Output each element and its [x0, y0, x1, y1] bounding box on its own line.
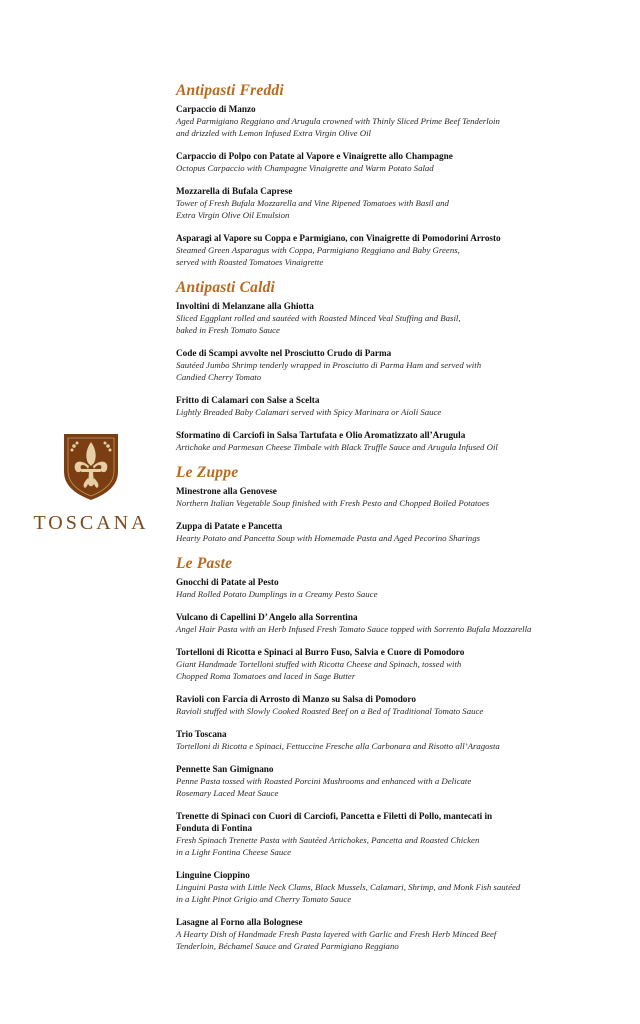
menu-item [176, 185, 616, 221]
item-name: Lasagne al Forno alla Bolognese [176, 917, 303, 927]
item-name: Linguine Cioppino [176, 870, 250, 880]
item-description: Lightly Breaded Baby Calamari served with Spicy Marinara or Aioli Sauce [176, 407, 442, 417]
item-name: Sformatino di Carciofi in Salsa Tartufata e Olio Aromatizzato all’Arugula [176, 430, 466, 440]
menu-item [176, 576, 616, 600]
section-title: Antipasti Caldi [176, 279, 276, 296]
menu-item [176, 347, 616, 383]
item-description: Steamed Green Asparagus with Coppa, Parmigiano Reggiano and Baby Greens, served with Roasted Tomatoes Vinaigrette [176, 245, 460, 267]
item-description: Octopus Carpaccio with Champagne Vinaigrette and Warm Potato Salad [176, 163, 434, 173]
item-name: Mozzarella di Bufala Caprese [176, 186, 293, 196]
menu-item [176, 394, 616, 418]
brand-name: TOSCANA [33, 512, 149, 534]
item-description: Angel Hair Pasta with an Herb Infused Fresh Tomato Sauce topped with Sorrento Bufala Mozzarella [176, 624, 532, 634]
item-name: Code di Scampi avvolte nel Prosciutto Crudo di Parma [176, 348, 392, 358]
item-name: Vulcano di Capellini D’ Angelo alla Sorrentina [176, 612, 358, 622]
item-description: Linguini Pasta with Little Neck Clams, Black Mussels, Calamari, Shrimp, and Monk Fish sautéed in a Light Pinot Grigio and Cherry Tomato Sauce [176, 882, 521, 904]
item-description: Aged Parmigiano Reggiano and Arugula crowned with Thinly Sliced Prime Beef Tenderloin and drizzled with Lemon Infused Extra Virgin Olive Oil [176, 116, 500, 138]
item-name: Asparagi al Vapore su Coppa e Parmigiano, con Vinaigrette di Pomodorini Arrosto [176, 233, 501, 243]
item-name: Trio Toscana [176, 729, 227, 739]
item-description: Ravioli stuffed with Slowly Cooked Roasted Beef on a Bed of Traditional Tomato Sauce [176, 706, 484, 716]
menu-section [176, 464, 616, 544]
item-name: Ravioli con Farcia di Arrosto di Manzo su Salsa di Pomodoro [176, 694, 416, 704]
item-name: Pennette San Gimignano [176, 764, 274, 774]
item-description: Northern Italian Vegetable Soup finished with Fresh Pesto and Chopped Boiled Potatoes [176, 498, 490, 508]
menu-item [176, 485, 616, 509]
item-description: Hearty Potato and Pancetta Soup with Homemade Pasta and Aged Pecorino Sharings [176, 533, 481, 543]
section-title: Antipasti Freddi [176, 82, 284, 99]
item-description: Giant Handmade Tortelloni stuffed with Ricotta Cheese and Spinach, tossed with Chopped Roma Tomatoes and laced in Sage Butter [176, 659, 462, 681]
item-name: Carpaccio di Polpo con Patate al Vapore e Vinaigrette allo Champagne [176, 151, 453, 161]
menu-item [176, 916, 616, 952]
menu [176, 82, 616, 963]
menu-section [176, 82, 616, 268]
menu-item [176, 520, 616, 544]
menu-item [176, 646, 616, 682]
menu-item [176, 150, 616, 174]
item-description: Tower of Fresh Bufala Mozzarella and Vine Ripened Tomatoes with Basil and Extra Virgin Olive Oil Emulsion [176, 198, 449, 220]
menu-item [176, 611, 616, 635]
item-description: Hand Rolled Potato Dumplings in a Creamy Pesto Sauce [176, 589, 378, 599]
menu-item [176, 869, 616, 905]
menu-item [176, 429, 616, 453]
item-name: Involtini di Melanzane alla Ghiotta [176, 301, 314, 311]
item-description: Tortelloni di Ricotta e Spinaci, Fettuccine Fresche alla Carbonara and Risotto all’Aragosta [176, 741, 500, 751]
item-name: Minestrone alla Genovese [176, 486, 277, 496]
menu-item [176, 300, 616, 336]
item-name: Fritto di Calamari con Salse a Scelta [176, 395, 320, 405]
item-description: Fresh Spinach Trenette Pasta with Sautéed Artichokes, Pancetta and Roasted Chicken in a Light Fontina Cheese Sauce [176, 835, 480, 857]
menu-section [176, 555, 616, 952]
item-description: A Hearty Dish of Handmade Fresh Pasta layered with Garlic and Fresh Herb Minced Beef Tenderloin, Béchamel Sauce and Grated Parmigiano Reggiano [176, 929, 497, 951]
menu-item [176, 232, 616, 268]
section-title: Le Paste [176, 555, 233, 572]
item-description: Artichoke and Parmesan Cheese Timbale with Black Truffle Sauce and Arugula Infused Oil [176, 442, 498, 452]
menu-item [176, 103, 616, 139]
item-name: Tortelloni di Ricotta e Spinaci al Burro Fuso, Salvia e Cuore di Pomodoro [176, 647, 465, 657]
menu-section [176, 279, 616, 453]
item-description: Sautéed Jumbo Shrimp tenderly wrapped in Prosciutto di Parma Ham and served with Candied Cherry Tomato [176, 360, 482, 382]
menu-item [176, 763, 616, 799]
section-title: Le Zuppe [176, 464, 239, 481]
item-description: Penne Pasta tossed with Roasted Porcini Mushrooms and enhanced with a Delicate Rosemary Laced Meat Sauce [176, 776, 472, 798]
item-name: Zuppa di Patate e Pancetta [176, 521, 283, 531]
menu-item [176, 728, 616, 752]
logo-block [26, 432, 156, 535]
item-name: Gnocchi di Patate al Pesto [176, 577, 279, 587]
item-name: Carpaccio di Manzo [176, 104, 256, 114]
menu-item [176, 810, 616, 858]
item-description: Sliced Eggplant rolled and sautéed with Roasted Minced Veal Stuffing and Basil, baked in Fresh Tomato Sauce [176, 313, 461, 335]
fleur-de-lis-shield-icon [62, 432, 120, 502]
menu-item [176, 693, 616, 717]
item-name: Trenette di Spinaci con Cuori di Carciofi, Pancetta e Filetti di Pollo, mantecati in Fonduta di Fontina [176, 811, 493, 833]
